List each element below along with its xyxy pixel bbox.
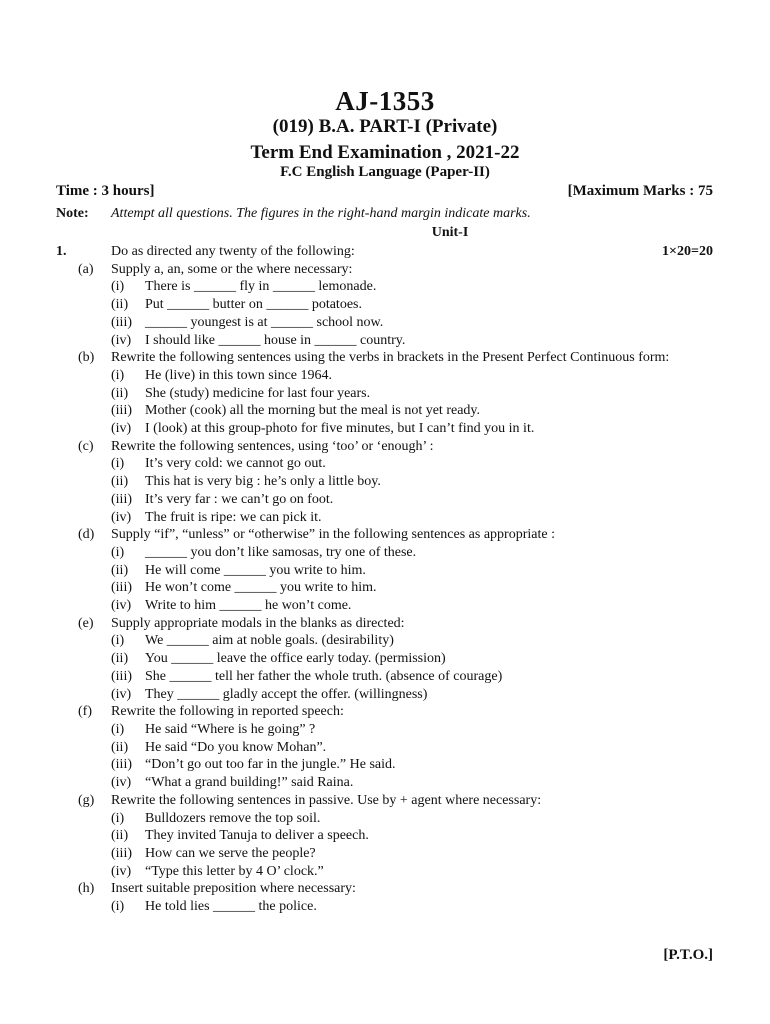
question-row [56,243,713,261]
sub-item-row [56,278,713,296]
sub-item-row [56,686,713,704]
sub-item-row [56,296,713,314]
sub-item-label: (i) [111,367,125,383]
part-text: Supply “if”, “unless” or “otherwise” in the following sentences as appropriate : [111,527,555,543]
sub-item-row [56,863,713,881]
part-label: (b) [78,350,95,366]
sub-item-row [56,579,713,597]
sub-item-text: We ______ aim at noble goals. (desirability) [145,633,394,649]
sub-item-label: (ii) [111,297,129,313]
sub-item-label: (iv) [111,332,132,348]
sub-item-text: Write to him ______ he won’t come. [145,598,352,614]
sub-item-label: (iv) [111,509,132,525]
part-text: Rewrite the following sentences in passive. Use by + agent where necessary: [111,792,542,808]
sub-item-text: She ______ tell her father the whole truth. (absence of courage) [145,668,503,684]
sub-item-row [56,739,713,757]
sub-item-text: It’s very far : we can’t go on foot. [145,491,334,507]
part-row [56,615,713,633]
sub-item-label: (iii) [111,314,132,330]
part-row [56,438,713,456]
part-label: (a) [78,261,94,277]
sub-item-row [56,756,713,774]
part-label: (f) [78,704,92,720]
sub-item-label: (iv) [111,598,132,614]
sub-item-text: It’s very cold: we cannot go out. [145,456,326,472]
sub-item-text: They ______ gladly accept the offer. (willingness) [145,686,428,702]
sub-item-label: (ii) [111,651,129,667]
maximum-marks: [Maximum Marks : 75 [567,183,713,199]
sub-item-label: (ii) [111,562,129,578]
pto-label: [P.T.O.] [663,947,713,963]
sub-item-row [56,544,713,562]
sub-item-text: He said “Where is he going” ? [145,721,316,737]
sub-item-row [56,810,713,828]
part-label: (g) [78,792,95,808]
sub-item-row [56,827,713,845]
sub-item-label: (i) [111,633,125,649]
part-row [56,526,713,544]
sub-item-row [56,721,713,739]
sub-item-label: (ii) [111,385,129,401]
sub-item-text: She (study) medicine for last four years. [145,385,371,401]
sub-item-text: Mother (cook) all the morning but the meal is not yet ready. [145,403,481,419]
time-allowed: Time : 3 hours] [56,183,155,199]
sub-item-label: (iii) [111,403,132,419]
sub-item-row [56,562,713,580]
course-title: (019) B.A. PART-I (Private) [272,116,498,137]
sub-item-label: (ii) [111,828,129,844]
part-label: (h) [78,881,95,897]
part-row [56,703,713,721]
sub-item-text: He won’t come ______ you write to him. [145,580,377,596]
sub-item-label: (i) [111,899,125,915]
part-text: Supply appropriate modals in the blanks as directed: [111,615,405,631]
part-text: Rewrite the following in reported speech: [111,704,344,720]
sub-item-label: (iii) [111,580,132,596]
sub-item-text: How can we serve the people? [145,845,316,861]
paper-title: F.C English Language (Paper-II) [280,164,490,180]
question-number: 1. [56,244,67,259]
sub-item-row [56,509,713,527]
sub-item-text: He will come ______ you write to him. [145,562,366,578]
sub-item-label: (i) [111,544,125,560]
sub-item-label: (ii) [111,474,129,490]
sub-item-text: He (live) in this town since 1964. [145,367,333,383]
sub-item-label: (ii) [111,739,129,755]
sub-item-text: I should like ______ house in ______ country. [145,332,406,348]
sub-item-row [56,774,713,792]
sub-item-text: Put ______ butter on ______ potatoes. [145,297,362,313]
sub-item-label: (i) [111,810,125,826]
sub-item-row [56,402,713,420]
part-row [56,261,713,279]
sub-item-label: (iv) [111,421,132,437]
sub-item-text: I (look) at this group-photo for five minutes, but I can’t find you in it. [145,421,535,437]
sub-item-text: “Don’t go out too far in the jungle.” He said. [145,757,396,773]
sub-item-text: ______ you don’t like samosas, try one of these. [145,544,417,560]
part-text: Rewrite the following sentences using the verbs in brackets in the Present Perfect Continuous form: [111,350,670,366]
part-row [56,880,713,898]
sub-item-text: He told lies ______ the police. [145,899,317,915]
sub-item-row [56,473,713,491]
question-content [56,243,713,916]
sub-item-label: (i) [111,721,125,737]
sub-item-label: (iii) [111,668,132,684]
sub-item-row [56,491,713,509]
part-text: Rewrite the following sentences, using ‘too’ or ‘enough’ : [111,438,434,454]
sub-item-label: (iv) [111,686,132,702]
part-text: Supply a, an, some or the where necessary: [111,261,353,277]
sub-item-row [56,845,713,863]
part-label: (e) [78,615,94,631]
sub-item-text: “What a grand building!” said Raina. [145,775,354,791]
unit-heading: Unit-I [431,225,469,240]
sub-item-row [56,650,713,668]
part-label: (c) [78,438,94,454]
sub-item-text: They invited Tanuja to deliver a speech. [145,828,369,844]
sub-item-row [56,332,713,350]
sub-item-label: (i) [111,456,125,472]
sub-item-text: Bulldozers remove the top soil. [145,810,321,826]
sub-item-text: The fruit is ripe: we can pick it. [145,509,322,525]
sub-item-row [56,632,713,650]
part-text: Insert suitable preposition where necessary: [111,881,356,897]
question-text: Do as directed any twenty of the following: [111,244,355,259]
sub-item-row [56,420,713,438]
sub-item-row [56,455,713,473]
sub-item-row [56,668,713,686]
sub-item-label: (iv) [111,775,132,791]
sub-item-text: There is ______ fly in ______ lemonade. [145,279,377,295]
part-label: (d) [78,527,95,543]
sub-item-text: He said “Do you know Mohan”. [145,739,327,755]
part-row [56,349,713,367]
sub-item-text: This hat is very big : he’s only a little boy. [145,474,381,490]
sub-item-text: ______ youngest is at ______ school now. [145,314,384,330]
note-text: Attempt all questions. The figures in the right-hand margin indicate marks. [111,206,531,221]
sub-item-row [56,385,713,403]
sub-item-label: (iv) [111,863,132,879]
question-marks: 1×20=20 [662,244,713,259]
sub-item-row [56,367,713,385]
paper-code: AJ-1353 [335,86,435,116]
sub-item-row [56,597,713,615]
exam-title: Term End Examination , 2021-22 [250,142,520,163]
sub-item-row [56,898,713,916]
note-label: Note: [56,206,89,221]
sub-item-label: (iii) [111,757,132,773]
sub-item-label: (iii) [111,845,132,861]
sub-item-label: (iii) [111,491,132,507]
sub-item-label: (i) [111,279,125,295]
sub-item-row [56,314,713,332]
part-row [56,792,713,810]
sub-item-text: “Type this letter by 4 O’ clock.” [145,863,324,879]
sub-item-text: You ______ leave the office early today. (permission) [145,651,446,667]
